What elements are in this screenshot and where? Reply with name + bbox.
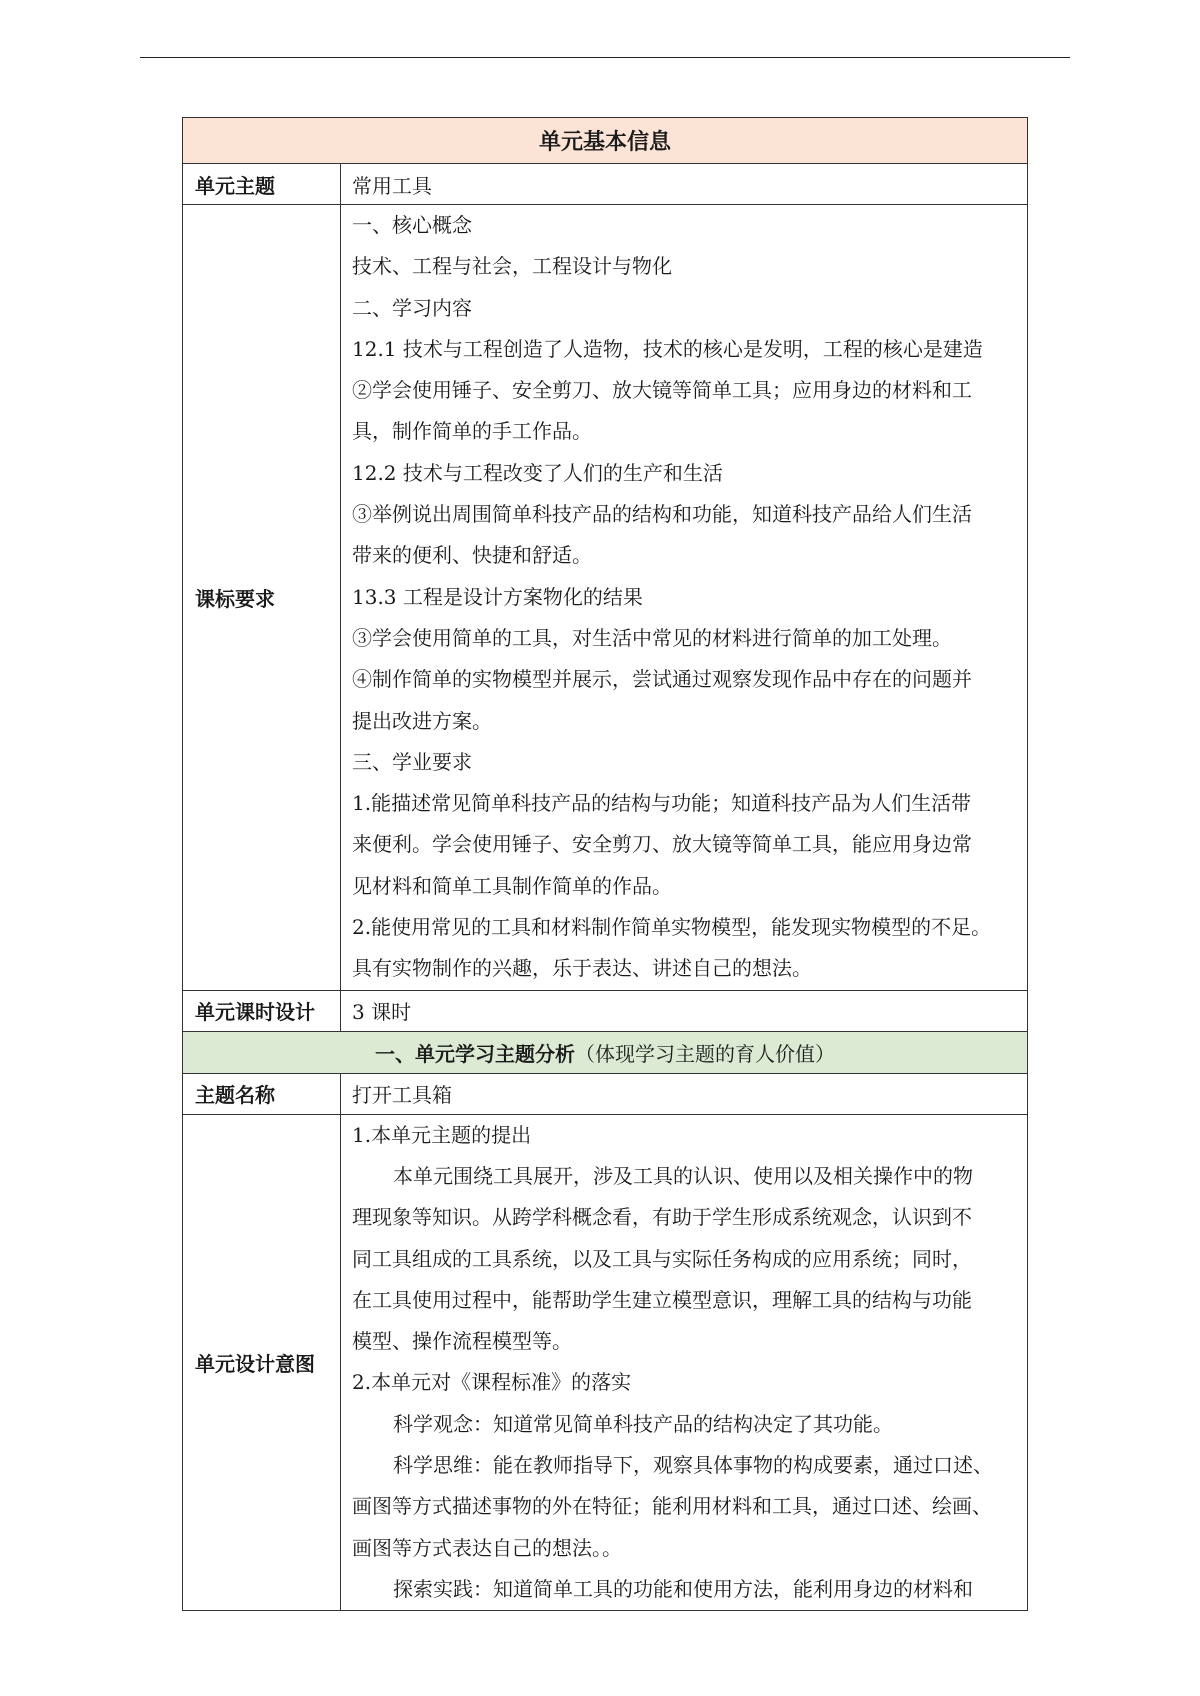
standards-line: 三、学业要求	[352, 749, 472, 774]
standards-line: 见材料和简单工具制作简单的作品。	[352, 873, 672, 898]
standards-content	[341, 205, 1028, 991]
standards-line: ③学会使用简单的工具，对生活中常见的材料进行简单的加工处理。	[352, 625, 952, 650]
unit-hours-value: 3 课时	[341, 990, 1028, 1031]
section-header-basic-info	[183, 118, 1028, 164]
row-design-intent	[183, 1114, 1028, 1611]
standards-line: ③举例说出周围简单科技产品的结构和功能，知道科技产品给人们生活	[352, 502, 972, 527]
section-title	[183, 1031, 1028, 1073]
intent-line: 本单元围绕工具展开，涉及工具的认识、使用以及相关操作中的物	[393, 1163, 973, 1188]
intent-line: 模型、操作流程模型等。	[352, 1329, 572, 1354]
unit-theme-value: 常用工具	[341, 164, 1028, 205]
standards-line: 1.能描述常见简单科技产品的结构与功能；知道科技产品为人们生活带	[352, 791, 972, 816]
design-intent-label: 单元设计意图	[183, 1114, 341, 1611]
standards-line: 12.2 技术与工程改变了人们的生产和生活	[352, 460, 723, 485]
section-title-bold: 一、单元学习主题分析	[375, 1041, 575, 1066]
row-unit-theme	[183, 164, 1028, 205]
intent-line: 画图等方式表达自己的想法。。	[352, 1535, 622, 1560]
intent-line: 科学观念：知道常见简单科技产品的结构决定了其功能。	[393, 1411, 893, 1436]
standards-line: ②学会使用锤子、安全剪刀、放大镜等简单工具；应用身边的材料和工	[352, 378, 972, 403]
standards-line: 二、学习内容	[352, 295, 472, 320]
standards-line: 13.3 工程是设计方案物化的结果	[352, 584, 643, 609]
header-rule	[140, 57, 1070, 58]
standards-line: 具，制作简单的手工作品。	[352, 419, 592, 444]
standards-line: 带来的便利、快捷和舒适。	[352, 543, 592, 568]
standards-line: ④制作简单的实物模型并展示，尝试通过观察发现作品中存在的问题并	[352, 667, 972, 692]
unit-hours-label: 单元课时设计	[183, 990, 341, 1031]
row-standards	[183, 205, 1028, 991]
standards-line: 一、核心概念	[352, 213, 472, 237]
standards-line: 来便利。学会使用锤子、安全剪刀、放大镜等简单工具，能应用身边常	[352, 832, 972, 857]
intent-line: 科学思维：能在教师指导下，观察具体事物的构成要素，通过口述、	[393, 1453, 993, 1478]
standards-label: 课标要求	[183, 205, 341, 991]
intent-line: 1.本单元主题的提出	[352, 1122, 532, 1147]
design-intent-content	[341, 1114, 1028, 1611]
section-header-theme-analysis	[183, 1031, 1028, 1073]
intent-line: 在工具使用过程中，能帮助学生建立模型意识，理解工具的结构与功能	[352, 1287, 972, 1312]
unit-theme-label: 单元主题	[183, 164, 341, 205]
section-title: 单元基本信息	[183, 118, 1028, 164]
intent-line: 探索实践：知道简单工具的功能和使用方法，能利用身边的材料和	[393, 1576, 973, 1601]
theme-name-label: 主题名称	[183, 1073, 341, 1114]
intent-line: 同工具组成的工具系统，以及工具与实际任务构成的应用系统；同时，	[352, 1246, 972, 1271]
standards-line: 具有实物制作的兴趣，乐于表达、讲述自己的想法。	[352, 956, 812, 981]
theme-name-value: 打开工具箱	[341, 1073, 1028, 1114]
row-theme-name	[183, 1073, 1028, 1114]
standards-line: 2.能使用常见的工具和材料制作简单实物模型，能发现实物模型的不足。	[352, 915, 992, 940]
standards-line: 提出改进方案。	[352, 708, 492, 733]
row-unit-hours	[183, 990, 1028, 1031]
section-title-note: （体现学习主题的育人价值）	[575, 1041, 835, 1066]
intent-line: 2.本单元对《课程标准》的落实	[352, 1370, 632, 1395]
unit-info-table	[182, 117, 1028, 1611]
standards-line: 技术、工程与社会，工程设计与物化	[352, 254, 672, 279]
standards-line: 12.1 技术与工程创造了人造物，技术的核心是发明，工程的核心是建造	[352, 336, 983, 361]
intent-line: 理现象等知识。从跨学科概念看，有助于学生形成系统观念，认识到不	[352, 1205, 972, 1230]
intent-line: 画图等方式描述事物的外在特征；能利用材料和工具，通过口述、绘画、	[352, 1494, 992, 1519]
